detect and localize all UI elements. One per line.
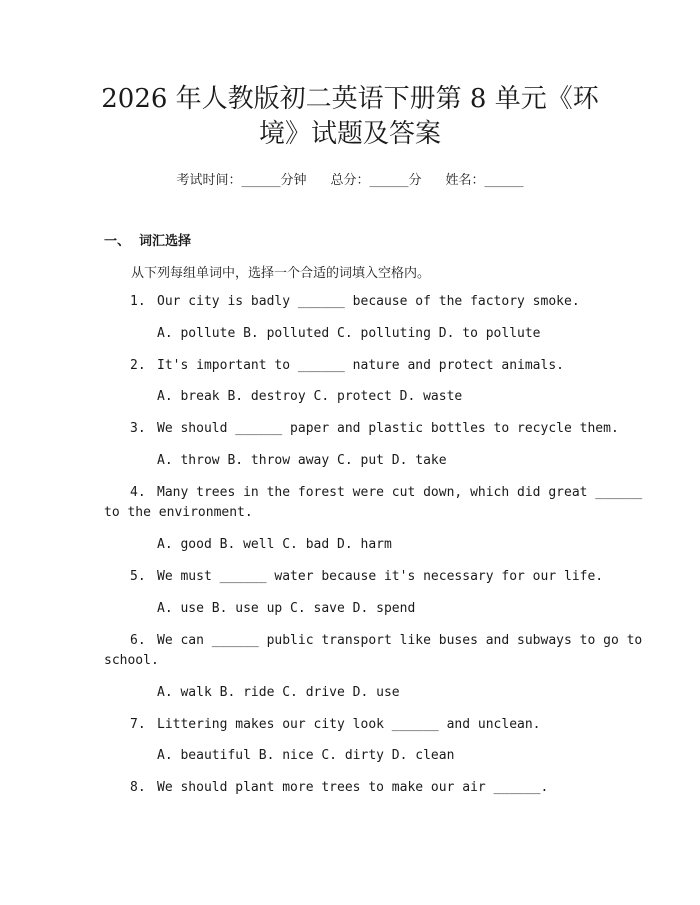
question-text-continued: to the environment. [104,505,253,520]
question-text: We should ______ paper and plastic bottles to recycle them. [157,421,619,436]
question-number: 1. [130,294,146,309]
question-options: A. break B. destroy C. protect D. waste [157,389,463,404]
question-options: A. throw B. throw away C. put D. take [157,453,447,468]
question-text: We must ______ water because it's necessary for our life. [157,569,604,584]
question-options: A. use B. use up C. save D. spend [157,601,416,616]
exam-time-field: 考试时间：______分钟 [176,173,307,188]
section-heading: 一、 词汇选择 [104,234,192,249]
student-name-field: 姓名：______ [445,173,524,188]
question-options: A. good B. well C. bad D. harm [157,537,392,552]
question-text: We can ______ public transport like buses and subways to go to [157,633,643,648]
question-number: 4. [130,485,146,500]
question-text: Many trees in the forest were cut down, which did great ______ [157,485,643,500]
total-score-field: 总分：______分 [330,173,422,188]
page-title-line-2: 境》试题及答案 [258,119,441,149]
question-text: Littering makes our city look ______ and unclean. [157,717,541,732]
question-text: It's important to ______ nature and protect animals. [157,358,564,373]
question-options: A. walk B. ride C. drive D. use [157,685,400,700]
question-options: A. pollute B. polluted C. polluting D. to pollute [157,326,541,341]
question-text: Our city is badly ______ because of the factory smoke. [157,294,580,309]
exam-info [0,169,700,188]
question-number: 2. [130,358,146,373]
question-number: 7. [130,717,146,732]
question-number: 3. [130,421,146,436]
question-number: 8. [130,780,146,795]
question-number: 6. [130,633,146,648]
question-number: 5. [130,569,146,584]
page-title-line-1: 2026 年人教版初二英语下册第 8 单元《环 [101,84,599,114]
section-instruction: 从下列每组单词中，选择一个合适的词填入空格内。 [131,266,431,281]
question-text: We should plant more trees to make our air ______. [157,780,549,795]
question-options: A. beautiful B. nice C. dirty D. clean [157,748,455,763]
question-text-continued: school. [104,653,159,668]
